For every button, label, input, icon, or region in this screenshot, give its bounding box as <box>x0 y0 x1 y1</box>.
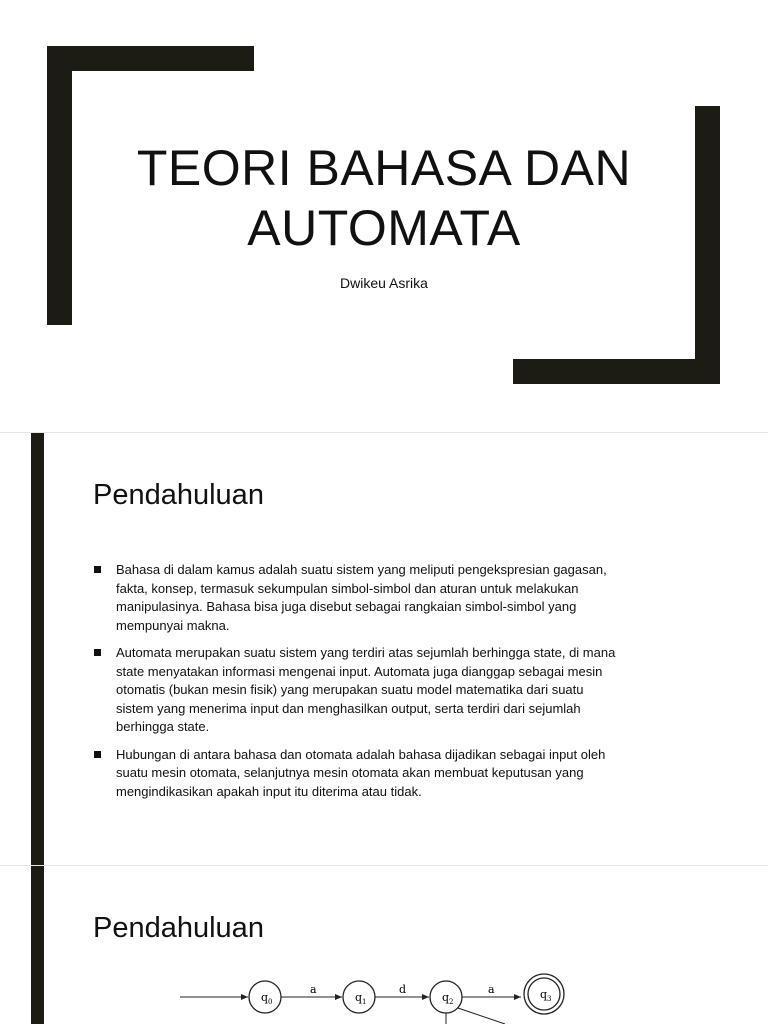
title-slide <box>0 0 768 432</box>
state-q2 <box>430 981 462 1013</box>
bullet-line: manipulasinya. Bahasa bisa juga disebut sebagai rangkaian simbol-simbol yang <box>116 599 577 614</box>
automaton-diagram <box>0 866 768 1024</box>
bullet-line: mengindikasikan apakah input itu diterima atau tidak. <box>116 783 422 799</box>
transition-label: d <box>399 983 407 996</box>
title-line-1: TEORI BAHASA DAN <box>136 140 632 196</box>
transition-label: a <box>310 983 317 996</box>
state-letter: q <box>355 991 363 1004</box>
bullet-line: state menyatakan informasi mengenai input. Automata juga dianggap sebagai mesin <box>116 663 603 679</box>
bullet-item <box>93 746 693 802</box>
bullet-item <box>93 561 693 635</box>
state-subscript: 0 <box>268 998 273 1006</box>
state-subscript: 1 <box>362 998 367 1006</box>
state-q0 <box>249 981 281 1013</box>
bullet-line: Bahasa di dalam kamus adalah suatu sistem yang meliputi pengekspresian gagasan, <box>116 562 607 577</box>
bullet-line: Automata merupakan suatu sistem yang terdiri atas sejumlah berhingga state, di mana <box>116 645 616 660</box>
state-subscript: 3 <box>547 995 552 1003</box>
title-line-2: AUTOMATA <box>247 200 521 256</box>
state-label <box>355 991 367 1006</box>
slide-heading: Pendahuluan <box>93 912 264 944</box>
left-accent-rule <box>31 433 44 865</box>
state-letter: q <box>540 988 548 1001</box>
square-bullet-icon <box>94 566 101 573</box>
state-subscript: 2 <box>449 998 454 1006</box>
bullet-list <box>93 561 693 810</box>
bullet-line: mempunyai makna. <box>116 617 230 633</box>
square-bullet-icon <box>94 649 101 656</box>
state-label <box>540 988 552 1003</box>
state-q3-accepting <box>524 974 564 1014</box>
bullet-line: berhingga state. <box>116 719 210 734</box>
bullet-line: sistem yang menerima input dan menghasilkan output, serta terdiri dari sejumlah <box>116 700 581 716</box>
state-letter: q <box>261 991 269 1004</box>
slide-heading: Pendahuluan <box>93 479 264 511</box>
bullet-line: Hubungan di antara bahasa dan otomata adalah bahasa dijadikan sebagai input oleh <box>116 746 606 762</box>
bullet-line: otomatis (bukan mesin fisik) yang merupakan suatu model matematika dari suatu <box>116 682 584 697</box>
top-left-bracket-vertical <box>47 46 72 325</box>
intro-slide <box>0 433 768 865</box>
square-bullet-icon <box>94 751 101 758</box>
top-left-bracket-horizontal <box>47 46 254 71</box>
bottom-right-bracket-vertical <box>695 106 720 384</box>
author-name: Dwikeu Asrika <box>340 275 428 291</box>
bullet-line: suatu mesin otomata, selanjutnya mesin otomata akan membuat keputusan yang <box>116 765 584 780</box>
transition-label: a <box>488 983 495 996</box>
presentation-title <box>100 138 668 258</box>
transition-line-partial <box>458 1008 505 1024</box>
automaton-slide <box>0 866 768 1024</box>
state-letter: q <box>442 991 450 1004</box>
state-label <box>442 991 454 1006</box>
bullet-item <box>93 644 693 737</box>
state-q1 <box>343 981 375 1013</box>
bottom-right-bracket-horizontal <box>513 359 720 384</box>
bullet-line: fakta, konsep, termasuk sekumpulan simbol-simbol dan aturan untuk melakukan <box>116 580 579 596</box>
state-label <box>261 991 273 1006</box>
